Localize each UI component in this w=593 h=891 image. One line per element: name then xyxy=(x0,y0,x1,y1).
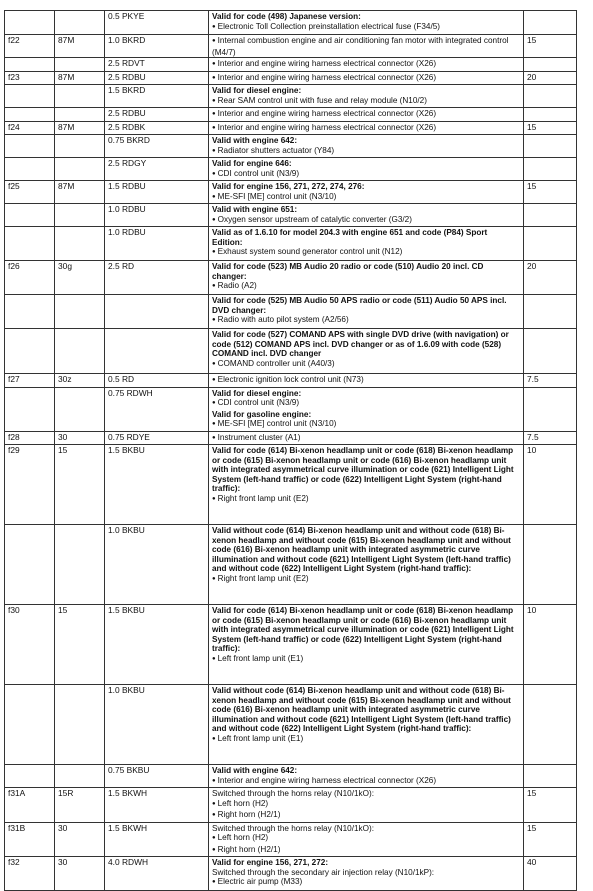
wire-cell: 2.5 RDBU xyxy=(105,71,209,85)
amperage-cell xyxy=(524,158,577,181)
terminal-cell xyxy=(55,204,105,227)
condition-text: Valid for code (527) COMAND APS with single DVD drive (with navigation) or code (512) COMAND APS incl. DVD changer or as of 1.6.09 with code (528) COMAND incl. DVD changer xyxy=(212,330,509,358)
consumer-item: ● Left front lamp unit (E1) xyxy=(212,654,520,666)
wire-cell: 2.5 RD xyxy=(105,261,209,295)
amperage-cell: 20 xyxy=(524,71,577,85)
consumer-description-cell xyxy=(209,261,524,295)
consumer-item: ● Right front lamp unit (E2) xyxy=(212,494,520,506)
amperage-cell: 7.5 xyxy=(524,374,577,388)
fuse-number-cell xyxy=(5,204,55,227)
terminal-cell xyxy=(55,135,105,158)
table-row xyxy=(5,71,577,85)
fuse-number-cell xyxy=(5,58,55,72)
terminal-cell xyxy=(55,158,105,181)
terminal-cell xyxy=(55,85,105,108)
fuse-number-cell xyxy=(5,11,55,35)
fuse-number-cell: f23 xyxy=(5,71,55,85)
consumer-item: ● Exhaust system sound generator control unit (N12) xyxy=(212,247,520,259)
fuse-number-cell xyxy=(5,135,55,158)
table-row xyxy=(5,121,577,135)
fuse-number-cell: f22 xyxy=(5,35,55,58)
terminal-cell xyxy=(55,295,105,329)
consumer-item: ● Oxygen sensor upstream of catalytic converter (G3/2) xyxy=(212,215,520,227)
wire-cell: 1.0 BKRD xyxy=(105,35,209,58)
table-row xyxy=(5,11,577,35)
wire-cell: 2.5 RDBU xyxy=(105,108,209,122)
consumer-item: ● Interior and engine wiring harness electrical connector (X26) xyxy=(212,123,520,135)
wire-cell: 0.75 RDWH xyxy=(105,387,209,431)
consumer-item: ● Interior and engine wiring harness electrical connector (X26) xyxy=(212,73,520,85)
fuse-number-cell xyxy=(5,765,55,788)
condition-text: Valid with engine 651: xyxy=(212,205,298,214)
fuse-number-cell xyxy=(5,227,55,261)
consumer-description-cell xyxy=(209,822,524,857)
amperage-cell xyxy=(524,108,577,122)
table-row xyxy=(5,765,577,788)
condition-text: Valid for code (614) Bi-xenon headlamp unit or code (618) Bi-xenon headlamp or code (615) Bi-xenon headlamp unit or code (616) Bi-xenon headlamp unit with integrated asymmetrical curve illumination or code (621) Intelligent Light System (left-hand traffic) or code (622) Intelligent Light System (right-hand traffic): xyxy=(212,446,514,493)
consumer-description-cell xyxy=(209,525,524,605)
fuse-number-cell xyxy=(5,329,55,374)
table-row xyxy=(5,108,577,122)
consumer-item: ● Interior and engine wiring harness electrical connector (X26) xyxy=(212,109,520,121)
table-row xyxy=(5,295,577,329)
fuse-number-cell xyxy=(5,685,55,765)
consumer-item: ● Left front lamp unit (E1) xyxy=(212,734,520,746)
table-row xyxy=(5,85,577,108)
consumer-description-cell xyxy=(209,204,524,227)
terminal-cell xyxy=(55,227,105,261)
amperage-cell xyxy=(524,11,577,35)
terminal-cell: 30 xyxy=(55,857,105,891)
consumer-description-cell xyxy=(209,445,524,525)
fuse-table xyxy=(4,10,577,891)
fuse-number-cell: f32 xyxy=(5,857,55,891)
table-row xyxy=(5,525,577,605)
terminal-cell xyxy=(55,58,105,72)
table-row xyxy=(5,261,577,295)
condition-text: Valid for engine 646: xyxy=(212,159,292,168)
fuse-number-cell xyxy=(5,387,55,431)
table-row xyxy=(5,822,577,857)
condition-text: Valid without code (614) Bi-xenon headlamp unit and without code (618) Bi-xenon headlamp and without code (615) Bi-xenon headlamp unit and without code (616) Bi-xenon headlamp unit with integrated asymmetric curve illumination and without code (621) Intelligent Light System (left-hand traffic) and without code (622) Intelligent Light System (right-hand traffic): xyxy=(212,686,511,733)
table-row xyxy=(5,135,577,158)
consumer-item: ● Right horn (H2/1) xyxy=(212,845,520,857)
wire-cell: 1.0 RDBU xyxy=(105,227,209,261)
terminal-cell: 87M xyxy=(55,35,105,58)
amperage-cell: 15 xyxy=(524,788,577,823)
amperage-cell xyxy=(524,765,577,788)
condition-text: Valid for engine 156, 271, 272, 274, 276: xyxy=(212,182,365,191)
consumer-description-cell xyxy=(209,295,524,329)
condition-text: Valid for gasoline engine: xyxy=(212,409,312,419)
consumer-item: ● Electronic ignition lock control unit (N73) xyxy=(212,375,520,387)
consumer-item: ● Electronic Toll Collection preinstallation electrical fuse (F34/5) xyxy=(212,22,520,34)
terminal-cell xyxy=(55,329,105,374)
wire-cell: 1.5 BKBU xyxy=(105,445,209,525)
amperage-cell: 15 xyxy=(524,35,577,58)
condition-text: Valid for engine 156, 271, 272: xyxy=(212,858,329,867)
consumer-description-cell xyxy=(209,58,524,72)
condition-text: Valid with engine 642: xyxy=(212,136,298,145)
consumer-description-cell xyxy=(209,857,524,891)
consumer-item: ● Radio (A2) xyxy=(212,281,520,293)
condition-text: Valid as of 1.6.10 for model 204.3 with engine 651 and code (P84) Sport Edition: xyxy=(212,228,488,247)
amperage-cell xyxy=(524,227,577,261)
wire-cell: 1.5 BKBU xyxy=(105,605,209,685)
amperage-cell xyxy=(524,204,577,227)
table-row xyxy=(5,227,577,261)
amperage-cell xyxy=(524,85,577,108)
fuse-table-body xyxy=(5,11,577,891)
table-row xyxy=(5,445,577,525)
condition-text: Valid for diesel engine: xyxy=(212,388,302,398)
fuse-number-cell xyxy=(5,85,55,108)
terminal-cell: 30 xyxy=(55,431,105,445)
wire-cell: 0.75 RDYE xyxy=(105,431,209,445)
amperage-cell xyxy=(524,387,577,431)
amperage-cell xyxy=(524,295,577,329)
consumer-item: ● Radio with auto pilot system (A2/56) xyxy=(212,315,520,327)
consumer-description-cell xyxy=(209,85,524,108)
amperage-cell xyxy=(524,525,577,605)
consumer-description-cell xyxy=(209,71,524,85)
amperage-cell xyxy=(524,685,577,765)
consumer-item: ● Left horn (H2) xyxy=(212,833,520,845)
terminal-cell xyxy=(55,11,105,35)
condition-text: Valid for code (523) MB Audio 20 radio or code (510) Audio 20 incl. CD changer: xyxy=(212,262,484,281)
amperage-cell: 15 xyxy=(524,121,577,135)
table-row xyxy=(5,58,577,72)
wire-cell: 2.5 RDVT xyxy=(105,58,209,72)
terminal-cell: 15 xyxy=(55,445,105,525)
fuse-number-cell xyxy=(5,295,55,329)
consumer-item: ● Right front lamp unit (E2) xyxy=(212,574,520,586)
amperage-cell: 10 xyxy=(524,445,577,525)
amperage-cell xyxy=(524,329,577,374)
consumer-description-cell xyxy=(209,227,524,261)
consumer-item: ● Electric air pump (M33) xyxy=(212,877,520,889)
wire-cell xyxy=(105,329,209,374)
table-row xyxy=(5,374,577,388)
fuse-number-cell xyxy=(5,525,55,605)
consumer-description-cell xyxy=(209,135,524,158)
fuse-number-cell: f31B xyxy=(5,822,55,857)
amperage-cell: 15 xyxy=(524,181,577,204)
consumer-item: ● Rear SAM control unit with fuse and relay module (N10/2) xyxy=(212,96,520,108)
consumer-item: ● Left horn (H2) xyxy=(212,799,520,811)
consumer-description-cell xyxy=(209,181,524,204)
condition-text: Valid for code (525) MB Audio 50 APS radio or code (511) Audio 50 APS incl. DVD changer: xyxy=(212,296,507,315)
fuse-number-cell: f24 xyxy=(5,121,55,135)
wire-cell: 0.75 BKBU xyxy=(105,765,209,788)
amperage-cell: 7.5 xyxy=(524,431,577,445)
consumer-description-cell xyxy=(209,605,524,685)
consumer-item: ● COMAND controller unit (A40/3) xyxy=(212,359,520,371)
amperage-cell: 10 xyxy=(524,605,577,685)
wire-cell: 0.5 RD xyxy=(105,374,209,388)
fuse-number-cell: f29 xyxy=(5,445,55,525)
terminal-cell: 30g xyxy=(55,261,105,295)
wire-cell: 0.5 PKYE xyxy=(105,11,209,35)
amperage-cell xyxy=(524,135,577,158)
terminal-cell: 87M xyxy=(55,71,105,85)
consumer-description-cell xyxy=(209,431,524,445)
terminal-cell: 15 xyxy=(55,605,105,685)
wire-cell: 0.75 BKRD xyxy=(105,135,209,158)
fuse-assignment-document xyxy=(4,10,577,891)
wire-cell: 2.5 RDGY xyxy=(105,158,209,181)
condition-text: Switched through the secondary air injection relay (N10/1kP): xyxy=(212,867,435,877)
amperage-cell: 40 xyxy=(524,857,577,891)
consumer-item: ● Interior and engine wiring harness electrical connector (X26) xyxy=(212,776,520,788)
wire-cell xyxy=(105,295,209,329)
terminal-cell xyxy=(55,525,105,605)
table-row xyxy=(5,431,577,445)
wire-cell: 1.0 BKBU xyxy=(105,685,209,765)
consumer-description-cell xyxy=(209,329,524,374)
terminal-cell: 87M xyxy=(55,121,105,135)
consumer-description-cell xyxy=(209,121,524,135)
table-row xyxy=(5,329,577,374)
table-row xyxy=(5,181,577,204)
condition-text: Valid for code (614) Bi-xenon headlamp unit or code (618) Bi-xenon headlamp or code (615) Bi-xenon headlamp unit or code (616) Bi-xenon headlamp unit with integrated asymmetrical curve illumination or code (621) Intelligent Light System (left-hand traffic) or code (622) Intelligent Light System (right-hand traffic): xyxy=(212,606,514,653)
fuse-number-cell: f30 xyxy=(5,605,55,685)
table-row xyxy=(5,685,577,765)
terminal-cell: 30z xyxy=(55,374,105,388)
wire-cell: 1.0 RDBU xyxy=(105,204,209,227)
condition-text: Valid with engine 642: xyxy=(212,766,298,775)
terminal-cell xyxy=(55,685,105,765)
consumer-item: ● CDI control unit (N3/9) xyxy=(212,398,520,410)
table-row xyxy=(5,788,577,823)
terminal-cell xyxy=(55,387,105,431)
consumer-description-cell xyxy=(209,11,524,35)
consumer-description-cell xyxy=(209,387,524,431)
wire-cell: 1.5 RDBU xyxy=(105,181,209,204)
consumer-item: ● Radiator shutters actuator (Y84) xyxy=(212,146,520,158)
wire-cell: 4.0 RDWH xyxy=(105,857,209,891)
consumer-description-cell xyxy=(209,108,524,122)
consumer-description-cell xyxy=(209,765,524,788)
condition-text: Switched through the horns relay (N10/1kO): xyxy=(212,789,375,798)
condition-text: Valid without code (614) Bi-xenon headlamp unit and without code (618) Bi-xenon headlamp and without code (615) Bi-xenon headlamp unit and without code (616) Bi-xenon headlamp unit with integrated asymmetric curve illumination and without code (621) Intelligent Light System (left-hand traffic) and without code (622) Intelligent Light System (right-hand traffic): xyxy=(212,526,511,573)
consumer-item: ● Instrument cluster (A1) xyxy=(212,433,520,445)
terminal-cell xyxy=(55,765,105,788)
consumer-description-cell xyxy=(209,788,524,823)
terminal-cell: 30 xyxy=(55,822,105,857)
consumer-item: ● ME-SFI [ME] control unit (N3/10) xyxy=(212,419,520,431)
consumer-item: ● Interior and engine wiring harness electrical connector (X26) xyxy=(212,59,520,71)
amperage-cell: 15 xyxy=(524,822,577,857)
wire-cell: 1.5 BKRD xyxy=(105,85,209,108)
wire-cell: 2.5 RDBK xyxy=(105,121,209,135)
terminal-cell: 87M xyxy=(55,181,105,204)
condition-text: Valid for diesel engine: xyxy=(212,86,302,95)
fuse-number-cell xyxy=(5,108,55,122)
consumer-item: ● Internal combustion engine and air conditioning fan motor with integrated control (M4/7) xyxy=(212,36,520,57)
fuse-number-cell: f26 xyxy=(5,261,55,295)
table-row xyxy=(5,387,577,431)
terminal-cell xyxy=(55,108,105,122)
fuse-number-cell: f27 xyxy=(5,374,55,388)
wire-cell: 1.5 BKWH xyxy=(105,822,209,857)
fuse-number-cell: f25 xyxy=(5,181,55,204)
wire-cell: 1.0 BKBU xyxy=(105,525,209,605)
consumer-item: ● ME-SFI [ME] control unit (N3/10) xyxy=(212,192,520,204)
consumer-item: ● Right horn (H2/1) xyxy=(212,810,520,822)
amperage-cell xyxy=(524,58,577,72)
consumer-description-cell xyxy=(209,685,524,765)
consumer-description-cell xyxy=(209,158,524,181)
table-row xyxy=(5,605,577,685)
table-row xyxy=(5,204,577,227)
fuse-number-cell xyxy=(5,158,55,181)
table-row xyxy=(5,857,577,891)
terminal-cell: 15R xyxy=(55,788,105,823)
amperage-cell: 20 xyxy=(524,261,577,295)
wire-cell: 1.5 BKWH xyxy=(105,788,209,823)
consumer-description-cell xyxy=(209,374,524,388)
consumer-description-cell xyxy=(209,35,524,58)
fuse-number-cell: f28 xyxy=(5,431,55,445)
condition-text: Valid for code (498) Japanese version: xyxy=(212,12,361,21)
table-row xyxy=(5,158,577,181)
condition-text: Switched through the horns relay (N10/1kO): xyxy=(212,823,375,833)
consumer-item: ● CDI control unit (N3/9) xyxy=(212,169,520,181)
table-row xyxy=(5,35,577,58)
fuse-number-cell: f31A xyxy=(5,788,55,823)
